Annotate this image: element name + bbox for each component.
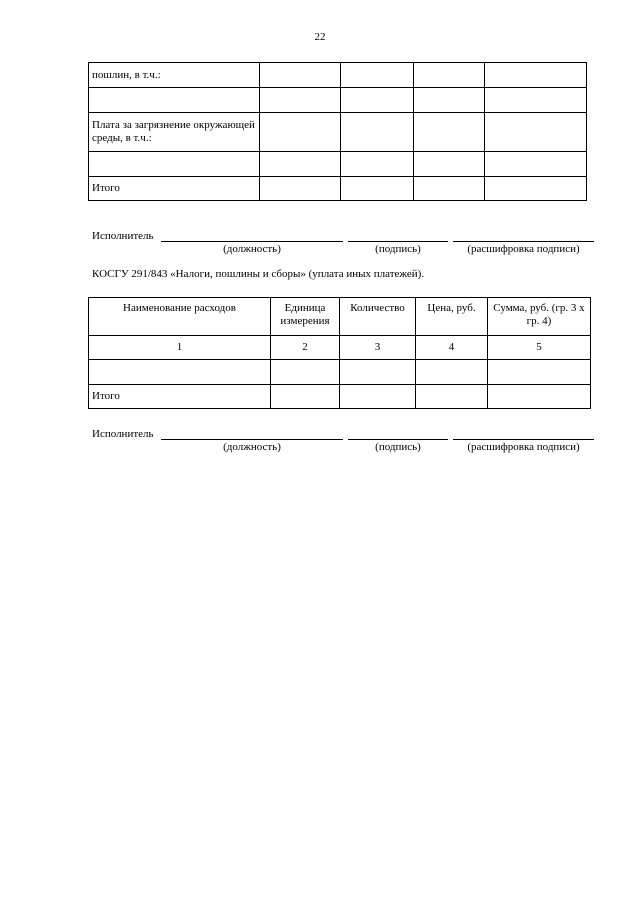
sign-caption: (подпись) xyxy=(375,441,421,453)
table-cell xyxy=(414,152,485,177)
table-cell xyxy=(488,385,591,409)
table-row xyxy=(89,360,591,385)
signature-block xyxy=(92,230,592,256)
signature-block xyxy=(92,428,592,454)
page-number: 22 xyxy=(314,31,326,43)
header-row xyxy=(89,298,591,336)
table-cell xyxy=(341,88,414,113)
expenses-table-continued xyxy=(88,62,587,201)
row-label: Итого xyxy=(89,385,271,409)
table-cell xyxy=(414,177,485,201)
table-cell xyxy=(260,88,341,113)
row-label xyxy=(89,88,260,113)
table-cell xyxy=(341,113,414,152)
position-line xyxy=(161,439,343,440)
column-number: 1 xyxy=(89,336,271,360)
decode-line xyxy=(453,439,594,440)
table-row xyxy=(89,113,587,152)
row-label: пошлин, в т.ч.: xyxy=(89,63,260,88)
column-header: Наименование расходов xyxy=(89,298,271,336)
sign-line xyxy=(348,439,448,440)
table-cell xyxy=(414,63,485,88)
table-cell xyxy=(485,88,587,113)
decode-caption: (расшифровка подписи) xyxy=(467,441,580,453)
kosgu-expenses-table xyxy=(88,297,591,409)
column-number: 2 xyxy=(271,336,340,360)
column-number-row xyxy=(89,336,591,360)
table-cell xyxy=(340,360,416,385)
table-cell xyxy=(260,177,341,201)
table-cell xyxy=(485,177,587,201)
column-header: Сумма, руб. (гр. 3 х гр. 4) xyxy=(488,298,591,336)
table-cell xyxy=(414,88,485,113)
row-label xyxy=(89,360,271,385)
column-header: Количество xyxy=(340,298,416,336)
table-row xyxy=(89,385,591,409)
column-header: Единица измерения xyxy=(271,298,340,336)
signature-label: Исполнитель xyxy=(92,230,154,242)
table-cell xyxy=(414,113,485,152)
table-row xyxy=(89,152,587,177)
column-number: 4 xyxy=(416,336,488,360)
table-cell xyxy=(485,113,587,152)
table-row xyxy=(89,88,587,113)
table-cell xyxy=(488,360,591,385)
position-caption: (должность) xyxy=(223,243,281,255)
kosgu-title: КОСГУ 291/843 «Налоги, пошлины и сборы» (уплата иных платежей). xyxy=(92,268,425,280)
table-row xyxy=(89,177,587,201)
table-cell xyxy=(260,63,341,88)
table-cell xyxy=(341,152,414,177)
row-label xyxy=(89,152,260,177)
column-number: 3 xyxy=(340,336,416,360)
table-cell xyxy=(340,385,416,409)
signature-label: Исполнитель xyxy=(92,428,154,440)
sign-caption: (подпись) xyxy=(375,243,421,255)
table-cell xyxy=(260,113,341,152)
table-cell xyxy=(271,385,340,409)
decode-caption: (расшифровка подписи) xyxy=(467,243,580,255)
position-caption: (должность) xyxy=(223,441,281,453)
table-cell xyxy=(341,63,414,88)
table-cell xyxy=(485,63,587,88)
table-row xyxy=(89,63,587,88)
table-cell xyxy=(416,360,488,385)
table-cell xyxy=(341,177,414,201)
table-cell xyxy=(485,152,587,177)
sign-line xyxy=(348,241,448,242)
row-label: Плата за загрязнение окружающей среды, в т.ч.: xyxy=(89,113,260,152)
decode-line xyxy=(453,241,594,242)
row-label: Итого xyxy=(89,177,260,201)
position-line xyxy=(161,241,343,242)
table-cell xyxy=(416,385,488,409)
column-header: Цена, руб. xyxy=(416,298,488,336)
column-number: 5 xyxy=(488,336,591,360)
table-cell xyxy=(271,360,340,385)
table-cell xyxy=(260,152,341,177)
